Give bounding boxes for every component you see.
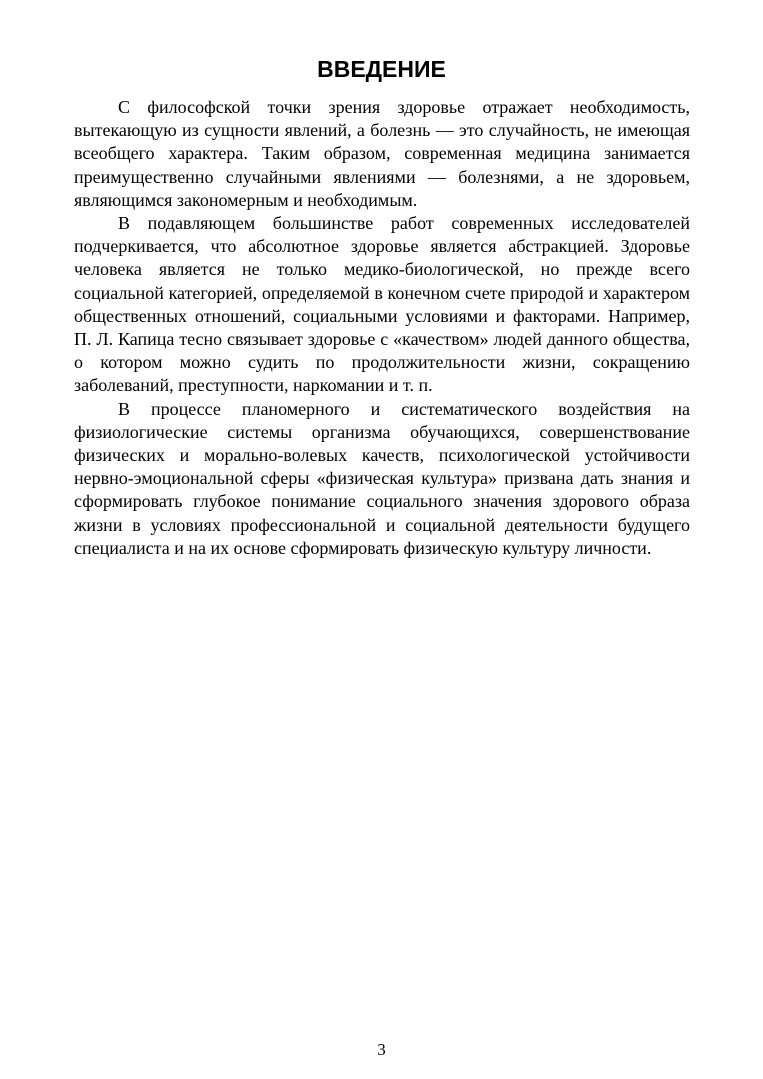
paragraph-2: В подавляющем большинстве работ современных исследователей подчеркивается, что абсолютное здоровье является абстракцией. Здоровье человека является не только медико-биологической, но прежде всего социальной категорией, определяемой в конечном счете природой и характером общественных отношений, социальными условиями и факторами. Например, П. Л. Капица тесно связывает здоровье с «качеством» людей данного общества, о котором можно судить по продолжительности жизни, сокращению заболеваний, преступности, наркомании и т. п. bbox=[74, 213, 690, 396]
page-title: ВВЕДЕНИЕ bbox=[317, 56, 446, 82]
body-text bbox=[74, 96, 690, 560]
paragraph-3: В процессе планомерного и систематического воздействия на физиологические системы организма обучающихся, совершенствование физических и морально-волевых качеств, психологической устойчивости нервно-эмоциональной сферы «физическая культура» призвана дать знания и сформировать глубокое понимание социального значения здорового образа жизни в условиях профессиональной и социальной деятельности будущего специалиста и на их основе сформировать физическую культуру личности. bbox=[74, 398, 690, 558]
paragraph-1: С философской точки зрения здоровье отражает необходимость, вытекающую из сущности явлений, а болезнь — это случайность, не имеющая всеобщего характера. Таким образом, современная медицина занимается преимущественно случайными явлениями — болезнями, а не здоровьем, являющимся закономерным и необходимым. bbox=[74, 97, 690, 210]
page-number: 3 bbox=[377, 1040, 386, 1059]
